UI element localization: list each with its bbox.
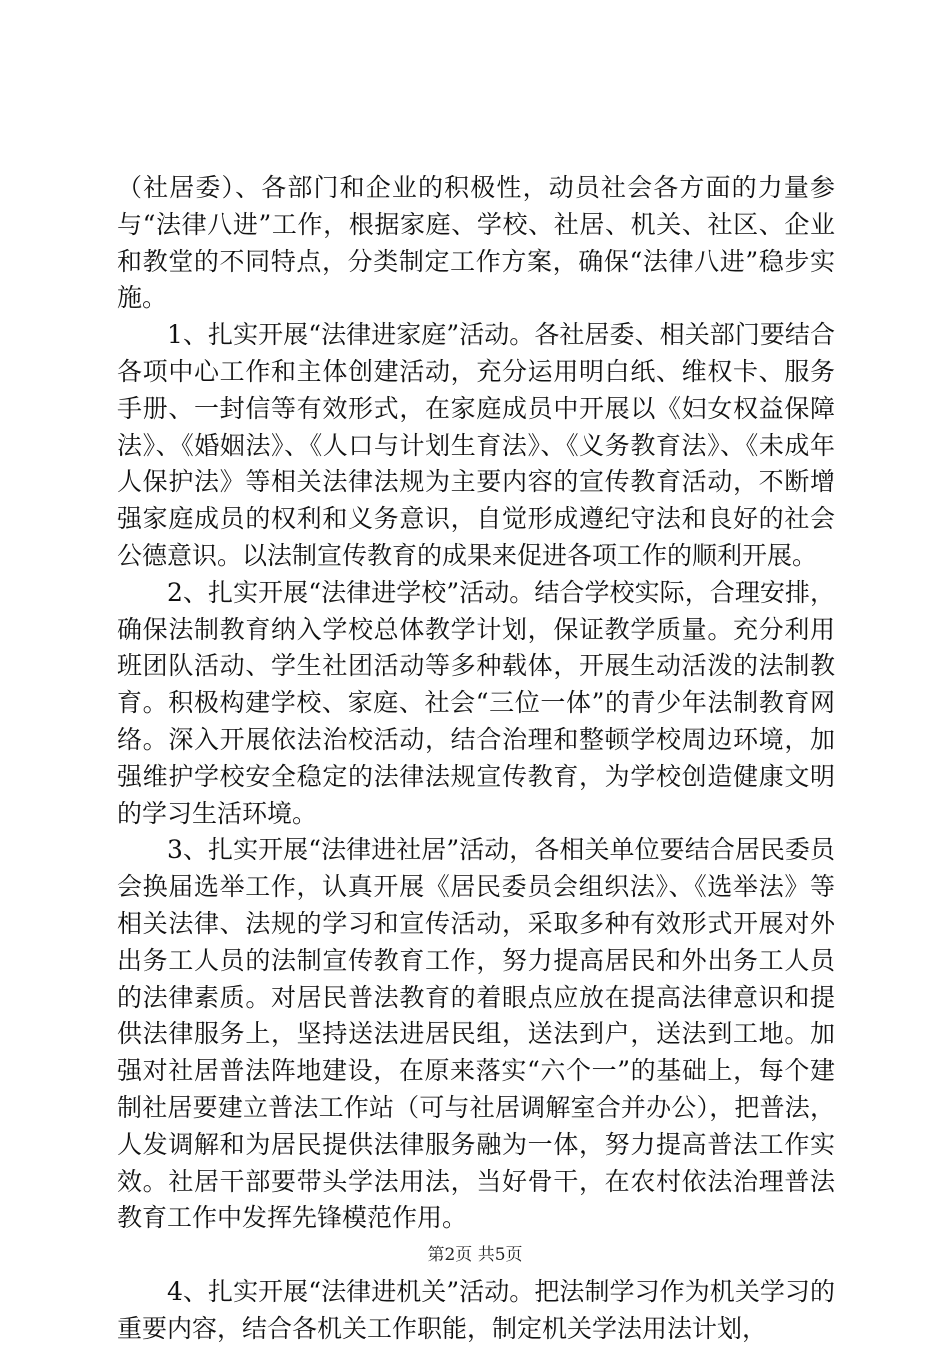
paragraph-law-into-school: 2、扎实开展“法律进学校”活动。结合学校实际，合理安排，确保法制教育纳入学校总体教学计划，保证教学质量。充分利用班团队活动、学生社团活动等多种载体，开展生动活泼的法制教育。积极构建学校、家庭、社会“三位一体”的青少年法制教育网络。深入开展依法治校活动，结合治理和整顿学校周边环境，加强维护学校安全稳定的法律法规宣传教育，为学校创造健康文明的学习生活环境。 — [117, 577, 835, 828]
page-footer: 第2页 共5页 — [427, 1245, 523, 1265]
paragraph-law-into-agencies: 4、扎实开展“法律进机关”活动。把法制学习作为机关学习的重要内容，结合各机关工作职能，制定机关学法用法计划， — [117, 1277, 835, 1343]
paragraph-law-into-family: 1、扎实开展“法律进家庭”活动。各社居委、相关部门要结合各项中心工作和主体创建活动，充分运用明白纸、维权卡、服务手册、一封信等有效形式，在家庭成员中开展以《妇女权益保障法》、《婚姻法》、《人口与计划生育法》、《义务教育法》、《未成年人保护法》等相关法律法规为主要内容的宣传教育活动，不断增强家庭成员的权利和义务意识，自觉形成遵纪守法和良好的社会公德意识。以法制宣传教育的成果来促进各项工作的顺利开展。 — [117, 320, 835, 570]
body-text — [117, 170, 835, 1348]
paragraph-continuation: （社居委）、各部门和企业的积极性，动员社会各方面的力量参与“法律八进”工作，根据家庭、学校、社居、机关、社区、企业和教堂的不同特点，分类制定工作方案，确保“法律八进”稳步实施。 — [117, 173, 835, 313]
paragraph-law-into-community: 3、扎实开展“法律进社居”活动，各相关单位要结合居民委员会换届选举工作，认真开展《居民委员会组织法》、《选举法》等相关法律、法规的学习和宣传活动，采取多种有效形式开展对外出务工人员的法制宣传教育工作，努力提高居民和外出务工人员的法律素质。对居民普法教育的着眼点应放在提高法律意识和提供法律服务上，坚持送法进居民组，送法到户，送法到工地。加强对社居普法阵地建设，在原来落实“六个一”的基础上，每个建制社居要建立普法工作站（可与社居调解室合并办公），把普法，人发调解和为居民提供法律服务融为一体，努力提高普法工作实效。社居干部要带头学法用法，当好骨干，在农村依法治理普法教育工作中发挥先锋模范作用。 — [117, 835, 835, 1233]
